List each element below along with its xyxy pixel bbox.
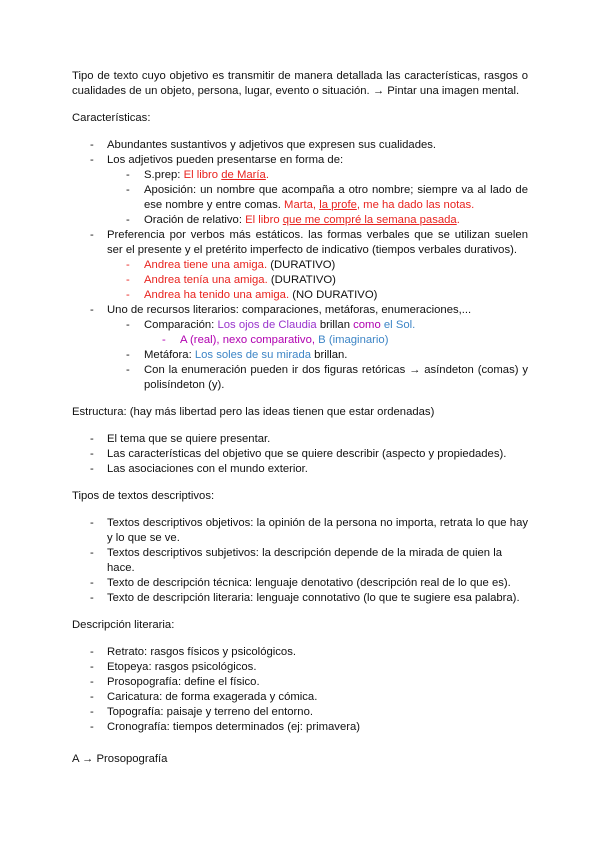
list-item: - Las características del objetivo que se quiere describir (aspecto y propiedades). [90,448,507,460]
tipos-heading: Tipos de textos descriptivos: [72,490,215,502]
enumeracion-item: - Con la enumeración pueden ir dos figuras retóricas → asíndeton (comas) y polisíndeton (y). [126,364,528,391]
list-item: - Etopeya: rasgos psicológicos. [90,661,257,673]
list-item: - Las asociaciones con el mundo exterior. [90,463,308,475]
estructura-heading: Estructura: (hay más libertad pero las ideas tienen que estar ordenadas) [72,406,435,418]
literaria-list [72,645,528,735]
verb-example: - Andrea ha tenido una amiga. (NO DURATIVO) [126,289,378,301]
list-item: - Retrato: rasgos físicos y psicológicos. [90,646,296,658]
list-item: - Topografía: paisaje y terreno del entorno. [90,706,313,718]
list-item: - Texto de descripción técnica: lenguaje denotativo (descripción real de lo que es). [90,577,511,589]
literaria-heading: Descripción literaria: [72,619,175,631]
caracteristicas-heading: Características: [72,112,151,124]
list-item: - Cronografía: tiempos determinados (ej: primavera) [90,721,361,733]
caracteristicas-list [72,138,528,393]
list-item: - Preferencia por verbos más estáticos. las formas verbales que se utilizan suelen ser el presente y el pretérito imperfecto de indicativo (tiempos verbales durativos). [90,229,528,256]
aposicion-item: - Aposición: un nombre que acompaña a otro nombre; siempre va al lado de ese nombre y entre comas. Marta, la profe, me ha dado las notas. [126,184,528,211]
list-item: - Caricatura: de forma exagerada y cómica. [90,691,318,703]
comparacion-sub-item: - A (real), nexo comparativo, B (imaginario) [162,334,389,346]
tipos-list [72,516,528,606]
verb-example: - Andrea tiene una amiga. (DURATIVO) [126,259,336,271]
list-item: - Textos descriptivos objetivos: la opinión de la persona no importa, retrata lo que hay y lo que se ve. [90,517,528,544]
intro-paragraph: Tipo de texto cuyo objetivo es transmitir de manera detallada las características, rasgos o cualidades de un objeto, persona, lugar, evento o situación. → Pintar una imagen mental. [72,70,528,97]
verb-example: - Andrea tenía una amiga. (DURATIVO) [126,274,336,286]
list-item: - Textos descriptivos subjetivos: la descripción depende de la mirada de quien la hace. [90,547,502,574]
list-item: - Abundantes sustantivos y adjetivos que expresen sus cualidades. [90,139,437,151]
metafora-item: - Metáfora: Los soles de su mirada brillan. [126,349,348,361]
oracion-item: - Oración de relativo: El libro que me compré la semana pasada. [126,214,460,226]
list-item: - Prosopografía: define el físico. [90,676,260,688]
document-body [72,69,528,735]
list-item: - Uno de recursos literarios: comparaciones, metáforas, enumeraciones,... [90,304,472,316]
sprep-item: - S.prep: El libro de María. [126,169,269,181]
list-item: - El tema que se quiere presentar. [90,433,271,445]
list-item: - Texto de descripción literaria: lenguaje connotativo (lo que te sugiere esa palabra). [90,592,520,604]
final-note: A → Prosopografía [72,753,168,765]
estructura-list [72,432,528,477]
list-item: - Los adjetivos pueden presentarse en forma de: [90,154,344,166]
comparacion-item: - Comparación: Los ojos de Claudia brillan como el Sol. [126,319,416,331]
